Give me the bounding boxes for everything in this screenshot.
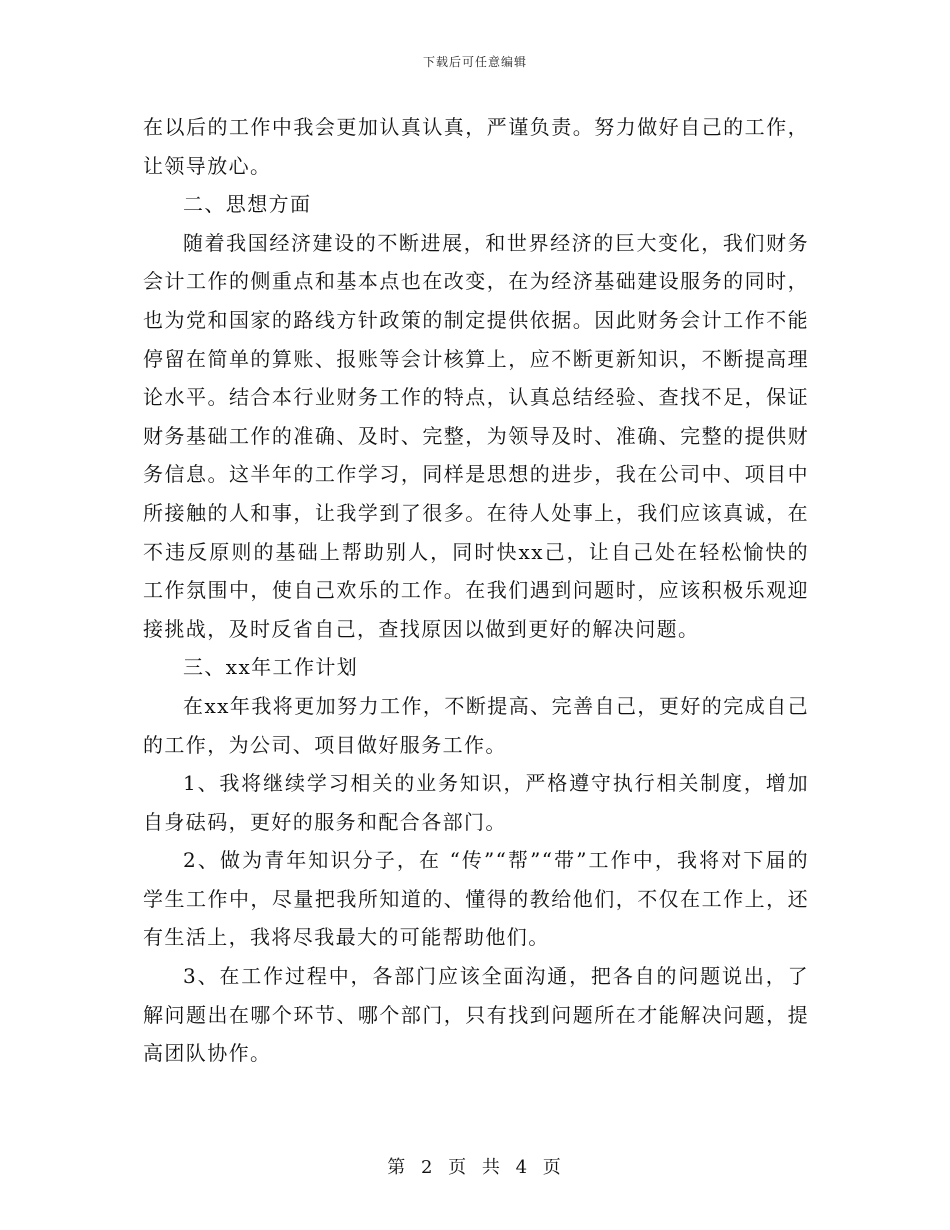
page-footer (0, 1153, 950, 1179)
paragraph-plan-intro: 在xx年我将更加努力工作，不断提高、完善自己，更好的完成自己的工作，为公司、项目做好服务工作。 (143, 693, 809, 757)
document-body (143, 108, 809, 1073)
section-heading-thinking: 二、思想方面 (183, 192, 312, 217)
paragraph-plan-item-1: 1、我将继续学习相关的业务知识，严格遵守执行相关制度，增加自身砝码，更好的服务和配合各部门。 (143, 771, 809, 834)
footer-label-page: 第 (387, 1157, 408, 1178)
footer-total-pages: 4 (515, 1157, 530, 1178)
paragraph-plan-item-2: 2、做为青年知识分子，在 “传”“帮”“带”工作中，我将对下届的学生工作中，尽量把我所知道的、懂得的教给他们，不仅在工作上，还有生活上，我将尽我最大的可能帮助他们。 (143, 848, 809, 950)
paragraph-plan-item-3: 3、在工作过程中，各部门应该全面沟通，把各自的问题说出，了解问题出在哪个环节、哪个部门，只有找到问题所在才能解决问题，提高团队协作。 (143, 964, 809, 1066)
footer-label-unit-2: 页 (542, 1157, 563, 1178)
paragraph-continuation: 在以后的工作中我会更加认真认真，严谨负责。努力做好自己的工作，让领导放心。 (143, 115, 809, 178)
footer-label-unit: 页 (448, 1157, 469, 1178)
paragraph-thinking: 随着我国经济建设的不断进展，和世界经济的巨大变化，我们财务会计工作的侧重点和基本点也在改变，在为经济基础建设服务的同时，也为党和国家的路线方针政策的制定提供依据。因此财务会计工作不能停留在简单的算账、报账等会计核算上，应不断更新知识，不断提高理论水平。结合本行业财务工作的特点，认真总结经验、查找不足，保证财务基础工作的准确、及时、完整，为领导及时、准确、完整的提供财务信息。这半年的工作学习，同样是思想的进步，我在公司中、项目中所接触的人和事，让我学到了很多。在待人处事上，我们应该真诚，在不违反原则的基础上帮助别人，同时快xx己，让自己处在轻松愉快的工作氛围中，使自己欢乐的工作。在我们遇到问题时，应该积极乐观迎接挑战，及时反省自己，查找原因以做到更好的解决问题。 (143, 230, 809, 641)
footer-label-total: 共 (481, 1157, 502, 1178)
header-note: 下载后可任意编辑 (422, 55, 527, 69)
footer-current-page: 2 (420, 1157, 435, 1178)
section-heading-plan: 三、xx年工作计划 (183, 655, 359, 680)
